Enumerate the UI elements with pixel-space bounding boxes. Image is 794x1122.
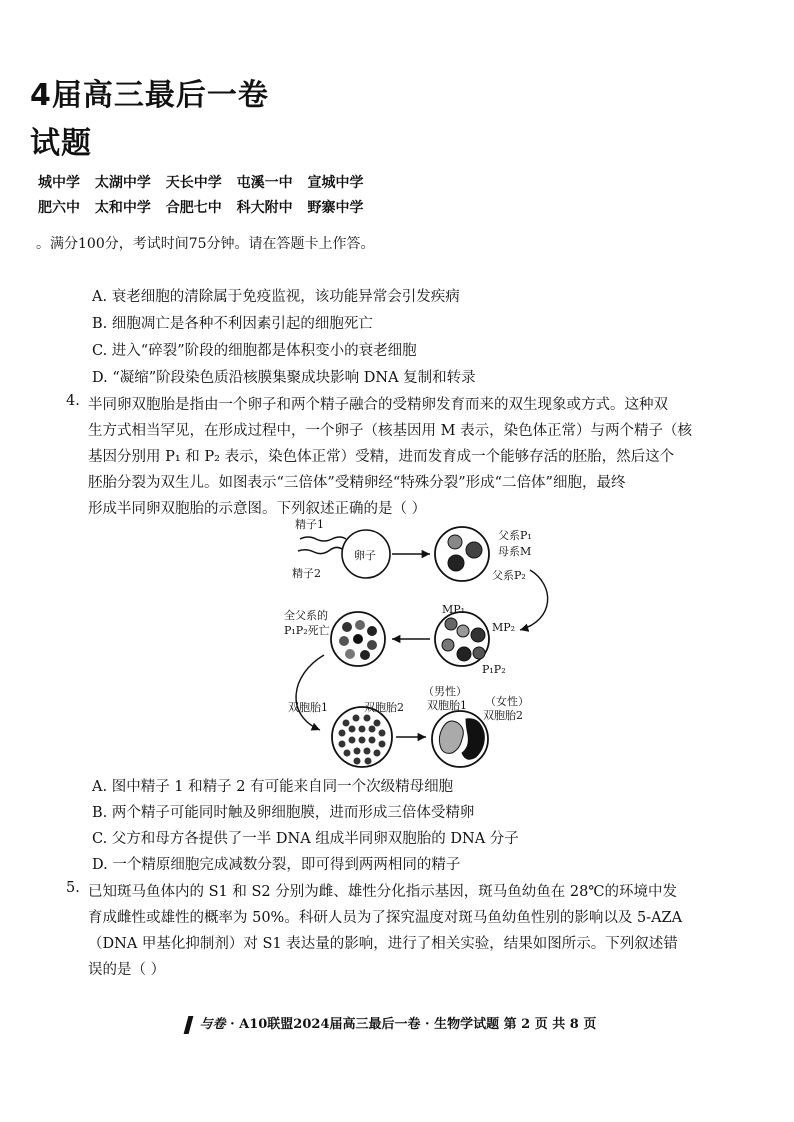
q3-option-d: D. “凝缩”阶段染色质沿核膜集聚成块影响 DNA 复制和转录 [92, 370, 476, 386]
q4-option-d: D. 一个精原细胞完成减数分裂，即可得到两两相同的精子 [92, 857, 461, 873]
label-mp1: MP₁ [442, 603, 466, 616]
exam-note: 。满分100分，考试时间75分钟。请在答题卡上作答。 [36, 236, 375, 252]
nucleus-p1 [448, 535, 462, 549]
q3-option-b: B. 细胞凋亡是各种不利因素引起的细胞死亡 [92, 316, 373, 332]
label-twin2-b: 双胞胎2 [483, 709, 523, 722]
nucleus-m [466, 542, 482, 558]
q4-option-b: B. 两个精子可能同时触及卵细胞膜，进而形成三倍体受精卵 [92, 805, 475, 821]
school-list-row-1: 城中学 太湖中学 天长中学 屯溪一中 宣城中学 [38, 175, 364, 191]
q3-option-c: C. 进入“碎裂”阶段的细胞都是体积变小的衰老细胞 [92, 343, 417, 359]
q4-option-a: A. 图中精子 1 和精子 2 有可能来自同一个次级精母细胞 [92, 779, 454, 795]
label-twin1-b: 双胞胎1 [427, 699, 467, 712]
label-twin1: 双胞胎1 [288, 701, 328, 714]
label-paternal-p1: 父系P₁ [498, 529, 532, 542]
footer [186, 1013, 596, 1034]
label-sperm2: 精子2 [292, 567, 321, 580]
q5-stem-line-2: 育成雌性或雄性的概率为 50%。科研人员为了探究温度对斑马鱼幼鱼性别的影响以及 5-AZA [88, 910, 683, 926]
label-p1p2: P₁P₂ [482, 663, 506, 676]
q4-stem-line-3: 基因分别用 P₁ 和 P₂ 表示，染色体正常）受精，进而发育成一个能够存活的胚胎，然后这个 [88, 449, 675, 465]
sperm2-tail [298, 547, 346, 553]
label-all-paternal-1: 全父系的 [284, 609, 328, 622]
q3-option-a: A. 衰老细胞的清除属于免疫监视，该功能异常会引发疾病 [92, 289, 460, 305]
sperm1-tail [300, 537, 346, 541]
label-female: （女性） [485, 695, 529, 708]
footer-text: · A10联盟2024届高三最后一卷 · 生物学试题 第 2 页 共 8 页 [230, 1017, 597, 1032]
twin-formation-diagram [280, 515, 570, 775]
label-all-paternal-2: P₁P₂死亡 [284, 624, 330, 637]
label-maternal-m: 母系M [498, 545, 532, 558]
page-title: 4届高三最后一卷 [30, 78, 269, 113]
q4-stem-line-4: 胚胎分裂为双生儿。如图表示“三倍体”受精卵经“特殊分裂”形成“二倍体”细胞，最终 [88, 475, 626, 491]
footer-brand: 与卷 [199, 1017, 226, 1032]
brand-logo-icon [184, 1016, 194, 1034]
q5-number: 5. [66, 880, 80, 896]
label-twin2: 双胞胎2 [364, 701, 404, 714]
q4-option-c: C. 父方和母方各提供了一半 DNA 组成半同卵双胞胎的 DNA 分子 [92, 831, 519, 847]
label-paternal-p2: 父系P₂ [492, 569, 526, 582]
nucleus-p2 [448, 555, 464, 571]
q4-stem-line-1: 半同卵双胞胎是指由一个卵子和两个精子融合的受精卵发育而来的双生现象或方式。这种双 [88, 397, 668, 413]
q5-stem-line-1: 已知斑马鱼体内的 S1 和 S2 分别为雌、雄性分化指示基因，斑马鱼幼鱼在 28℃的环境中发 [88, 884, 678, 900]
label-egg: 卵子 [354, 549, 376, 562]
q5-stem-line-4: 误的是（ ） [88, 962, 166, 978]
q4-stem-line-5: 形成半同卵双胞胎的示意图。下列叙述正确的是（ ） [88, 501, 427, 517]
q4-stem-line-2: 生方式相当罕见，在形成过程中，一个卵子（核基因用 M 表示，染色体正常）与两个精子（核 [88, 423, 693, 439]
school-list-row-2: 肥六中 太和中学 合肥七中 科大附中 野寨中学 [38, 200, 364, 216]
label-mp2: MP₂ [492, 621, 516, 634]
q4-number: 4. [66, 393, 80, 409]
label-male: （男性） [423, 685, 467, 698]
q5-stem-line-3: （DNA 甲基化抑制剂）对 S1 表达量的影响，进行了相关实验，结果如图所示。下列叙述错 [88, 936, 678, 952]
page-subtitle: 试题 [30, 126, 92, 161]
arrow-4 [296, 655, 324, 730]
label-sperm1: 精子1 [295, 518, 324, 531]
